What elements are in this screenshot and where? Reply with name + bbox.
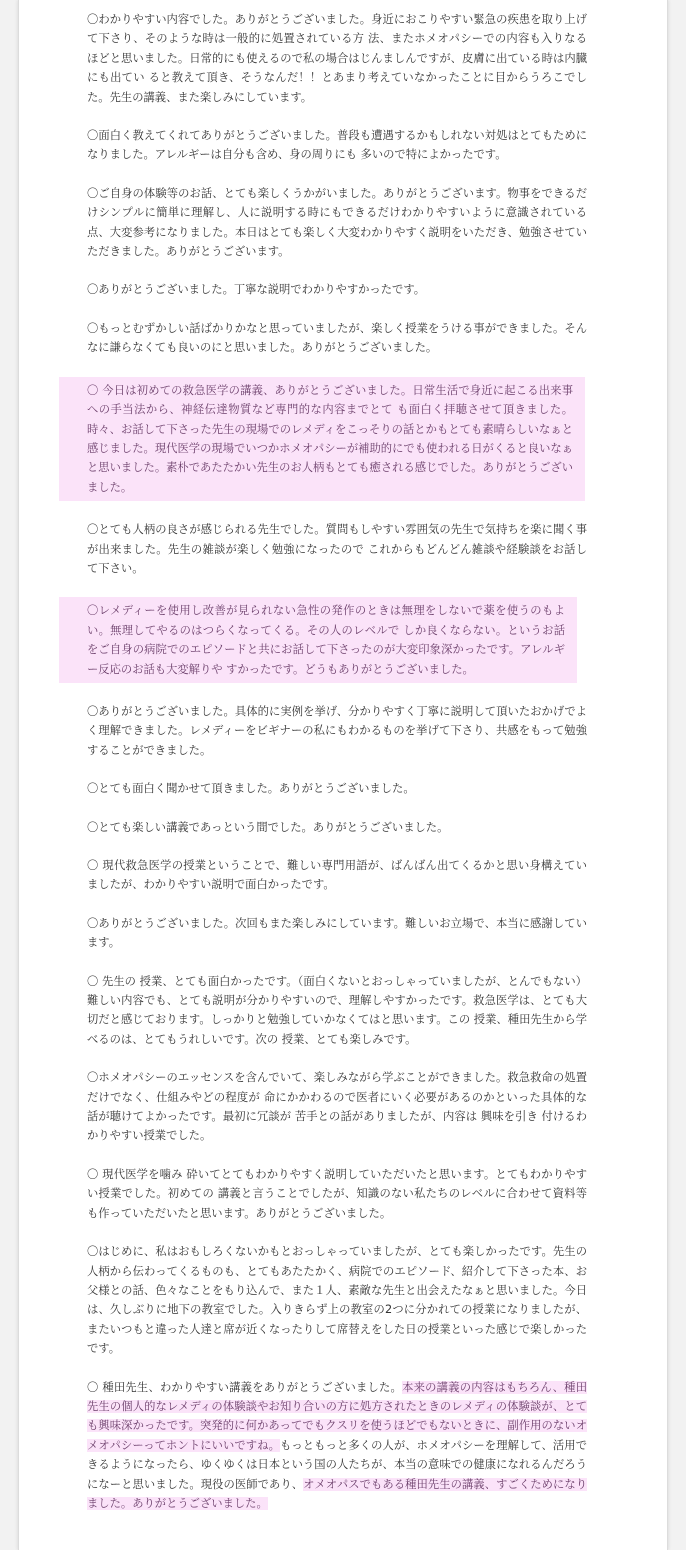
comment-item-partially-highlighted (67, 1378, 587, 1514)
comment-item: 〇ありがとうございました。次回もまた楽しみにしています。難しいお立場で、本当に感謝しています。 (87, 916, 587, 950)
comment-item: 〇もっとむずかしい話ばかりかなと思っていましたが、楽しく授業をうける事ができました。そんなに謙らなくても良いのにと思いました。ありがとうございました。 (87, 321, 587, 355)
comment-item: 〇 現代救急医学の授業ということで、難しい専門用語が、ばんばん出てくるかと思い身構えていましたが、わかりやすい説明で面白かったです。 (87, 859, 587, 892)
comment-text: もっともっと多くの人が、ホメオパシーを理解して、活用できるようになったら、ゆくゆくは日本という国の人たちが、本当の意味での健康になれるんだろうになーと思いました。現役の医師であり、 (87, 1438, 587, 1491)
comment-highlight: オメオパスでもある種田先生の講義、すごくためになりました。ありがとうございました。 (87, 1477, 587, 1510)
comment-item: 〇 現代医学を噛み 砕いてとてもわかりやすく説明していただいたと思います。とてもわかりやすい授業でした。初めての 講義と言うことでしたが、知識のない私たちのレベルに合わせて資料等も作っていただいたと思います。ありがとうございました。 (87, 1167, 587, 1220)
comment-item-highlighted: 〇 今日は初めての救急医学の講義、ありがとうございました。日常生活で身近に起こる出来事への手当法から、神経伝達物質など専門的な内容までとて も面白く拝聴させて頂きました。時々、お話して下さった先生の現場でのレメディをこっそりの話とかもとても素晴らしいなぁと感じました。現代医学の現場でいつかホメオパシーが補助的にでも使われる日がくると良いなぁと思いました。素朴であたたかい先生のお人柄もとても癒される感じでした。ありがとうございました。 (59, 377, 585, 501)
comment-item: 〇 先生の 授業、とても面白かったです。（面白くないとおっしゃっていましたが、とんでもない）難しい内容でも、とても説明が分かりやすいので、理解しやすかったです。救急医学は、とても大切だと感じております。しっかりと勉強していかなくてはと思います。この 授業、種田先生から学べるのは、とてもうれしいです。次の 授業、とても楽しみです。 (87, 974, 587, 1046)
comments-list (67, 0, 587, 1532)
comment-item: 〇面白く教えてくれてありがとうございました。普段も遭遇するかもしれない対処はとてもためになりました。アレルギーは自分も含め、身の周りにも 多いので特によかったです。 (87, 129, 587, 162)
comment-text: 〇 種田先生、わかりやすい講義をありがとうございました。 (87, 1380, 403, 1394)
comment-item: 〇ご自身の体験等のお話、とても楽しくうかがいました。ありがとうございます。物事をできるだけシンプルに簡単に理解し、人に説明する時にもできるだけわかりやすいように意識されている点、大変参考になりました。本日はとても楽しく大変わかりやすく説明をいただき、勉強させていただきました。ありがとうございます。 (87, 186, 587, 259)
comment-item: 〇ありがとうございました。丁寧な説明でわかりやすかったです。 (87, 283, 426, 297)
comment-item: 〇わかりやすい内容でした。ありがとうございました。身近におこりやすい緊急の疾患を取り上げて下さり、そのような時は一般的に処置されている方 法、またホメオパシーでの内容も入りなるほどと思いました。日常的にも使えるので私の場合はじんましんですが、皮膚に出ている時は内臓にも出てい ると教えて頂き、そうなんだ！！とあまり考えていなかったことに目からうろこでした。先生の講義、また楽しみにしています。 (87, 13, 587, 104)
comment-highlight: 本来の講義の内容はもちろん、種田先生の個人的なレメディの体験談やお知り合いの方に処方されたときのレメディの体験談が、とても興味深かったです。突発的に何かあってでもクスリを使うほどでもないときに、副作用のないオメオパシーってホントにいいですね。 (87, 1380, 587, 1452)
comment-item: 〇はじめに、私はおもしろくないかもとおっしゃっていましたが、とても楽しかったです。先生の人柄から伝わってくるものも、とてもあたたかく、病院でのエピソード、紹介して下さった本、お父様との話、色々なことをもり込んで、また１人、素敵な先生と出会えたなぁと思いました。今日は、久しぶりに地下の教室でした。入りきらず上の教室の2つに分かれての授業になりましたが、またいつもと違った人達と席が近くなったりして席替えをした日の授業といった感じで楽しかったです。 (87, 1245, 587, 1356)
comment-item: 〇とても面白く聞かせて頂きました。ありがとうございました。 (87, 782, 415, 796)
page-panel (18, 0, 668, 1550)
comment-item: 〇とても人柄の良さが感じられる先生でした。質問もしやすい雰囲気の先生で気持ちを楽に聞く事が出来ました。先生の雑談が楽しく勉強になったので これからもどんどん雑談や経験談をお話して下さい。 (87, 523, 587, 575)
comment-item: 〇とても楽しい講義であっという間でした。ありがとうございました。 (87, 820, 449, 834)
comment-item: 〇ありがとうございました。具体的に実例を挙げ、分かりやすく丁寧に説明して頂いたおかげでよく理解できました。レメディーをビギナーの私にもわかるものを挙げて下さり、共感をもって勉強することができました。 (87, 704, 587, 757)
comment-item-highlighted: 〇レメディーを使用し改善が見られない急性の発作のときは無理をしないで薬を使うのもよい。無理してやるのはつらくなってくる。その人のレベルで しか良くならない。というお話をご自身の病院でのエピソードと共にお話して下さったのが大変印象深かったです。アレルギー反応のお話も大変解りや すかったです。どうもありがとうございました。 (59, 597, 577, 683)
comment-item: 〇ホメオパシーのエッセンスを含んでいて、楽しみながら学ぶことができました。救急救命の処置だけでなく、仕組みやどの程度が 命にかかわるので医者にいく必要があるのかといった具体的な話が聴けてよかったです。最初に冗談が 苦手との話がありましたが、内容は 興味を引き 付けるわかりやすい授業でした。 (87, 1071, 587, 1143)
